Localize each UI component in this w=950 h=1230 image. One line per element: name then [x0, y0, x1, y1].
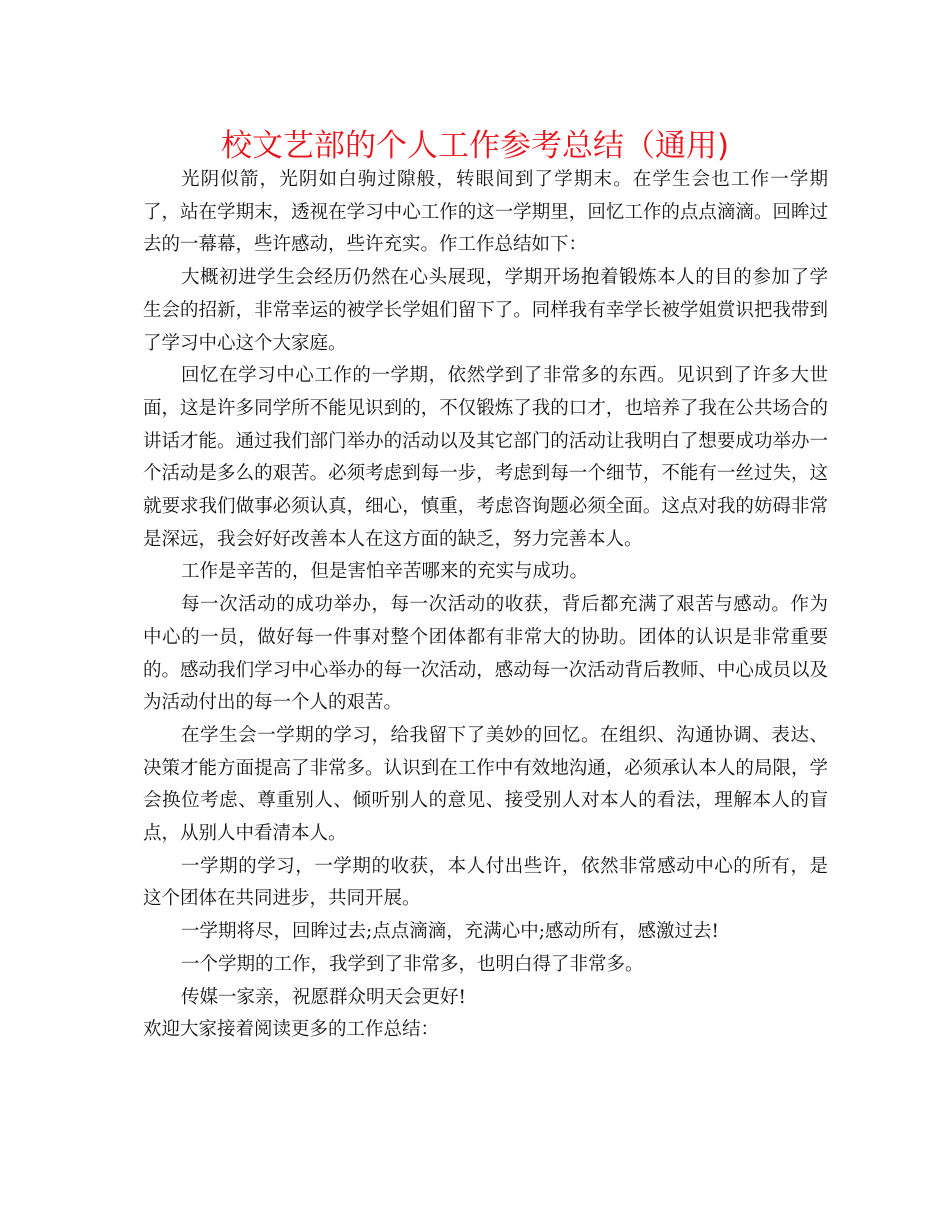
paragraph-3: 回忆在学习中心工作的一学期，依然学到了非常多的东西。见识到了许多大世面，这是许多同学所不能见识到的，不仅锻炼了我的口才，也培养了我在公共场合的讲话才能。通过我们部门举办的活动以及其它部门的活动让我明白了想要成功举办一个活动是多么的艰苦。必须考虑到每一步，考虑到每一个细节，不能有一丝过失，这就要求我们做事必须认真，细心，慎重，考虑咨询题必须全面。这点对我的妨碍非常是深远，我会好好改善本人在这方面的缺乏，努力完善本人。: [143, 365, 828, 550]
paragraph-9: 一个学期的工作，我学到了非常多，也明白得了非常多。: [181, 953, 644, 975]
paragraph-6: 在学生会一学期的学习，给我留下了美妙的回忆。在组织、沟通协调、表达、决策才能方面提高了非常多。认识到在工作中有效地沟通，必须承认本人的局限，学会换位考虑、尊重别人、倾听别人的意见、接受别人对本人的看法，理解本人的盲点，从别人中看清本人。: [143, 724, 828, 845]
paragraph-8: 一学期将尽，回眸过去;点点滴滴，充满心中;感动所有，感激过去!: [181, 921, 719, 943]
paragraph-2: 大概初进学生会经历仍然在心头展现，学期开场抱着锻炼本人的目的参加了学生会的招新，非常幸运的被学长学姐们留下了。同样我有幸学长被学姐赏识把我带到了学习中心这个大家庭。: [143, 267, 828, 354]
document-title: 校文艺部的个人工作参考总结（通用): [220, 128, 730, 164]
paragraph-4: 工作是辛苦的，但是害怕辛苦哪来的充实与成功。: [181, 561, 589, 583]
document-body: [143, 164, 828, 1047]
paragraph-1: 光阴似箭，光阴如白驹过隙般，转眼间到了学期末。在学生会也工作一学期了，站在学期末，透视在学习中心工作的这一学期里，回忆工作的点点滴滴。回眸过去的一幕幕，些许感动，些许充实。作工作总结如下：: [143, 169, 828, 256]
closing-line: 欢迎大家接着阅读更多的工作总结：: [143, 1019, 440, 1041]
paragraph-7: 一学期的学习，一学期的收获，本人付出些许，依然非常感动中心的所有，是这个团体在共同进步，共同开展。: [143, 855, 828, 910]
paragraph-5: 每一次活动的成功举办，每一次活动的收获，背后都充满了艰苦与感动。作为中心的一员，做好每一件事对整个团体都有非常大的协助。团体的认识是非常重要的。感动我们学习中心举办的每一次活动，感动每一次活动背后教师、中心成员以及为活动付出的每一个人的艰苦。: [143, 594, 828, 714]
paragraph-10: 传媒一家亲，祝愿群众明天会更好!: [181, 986, 466, 1008]
